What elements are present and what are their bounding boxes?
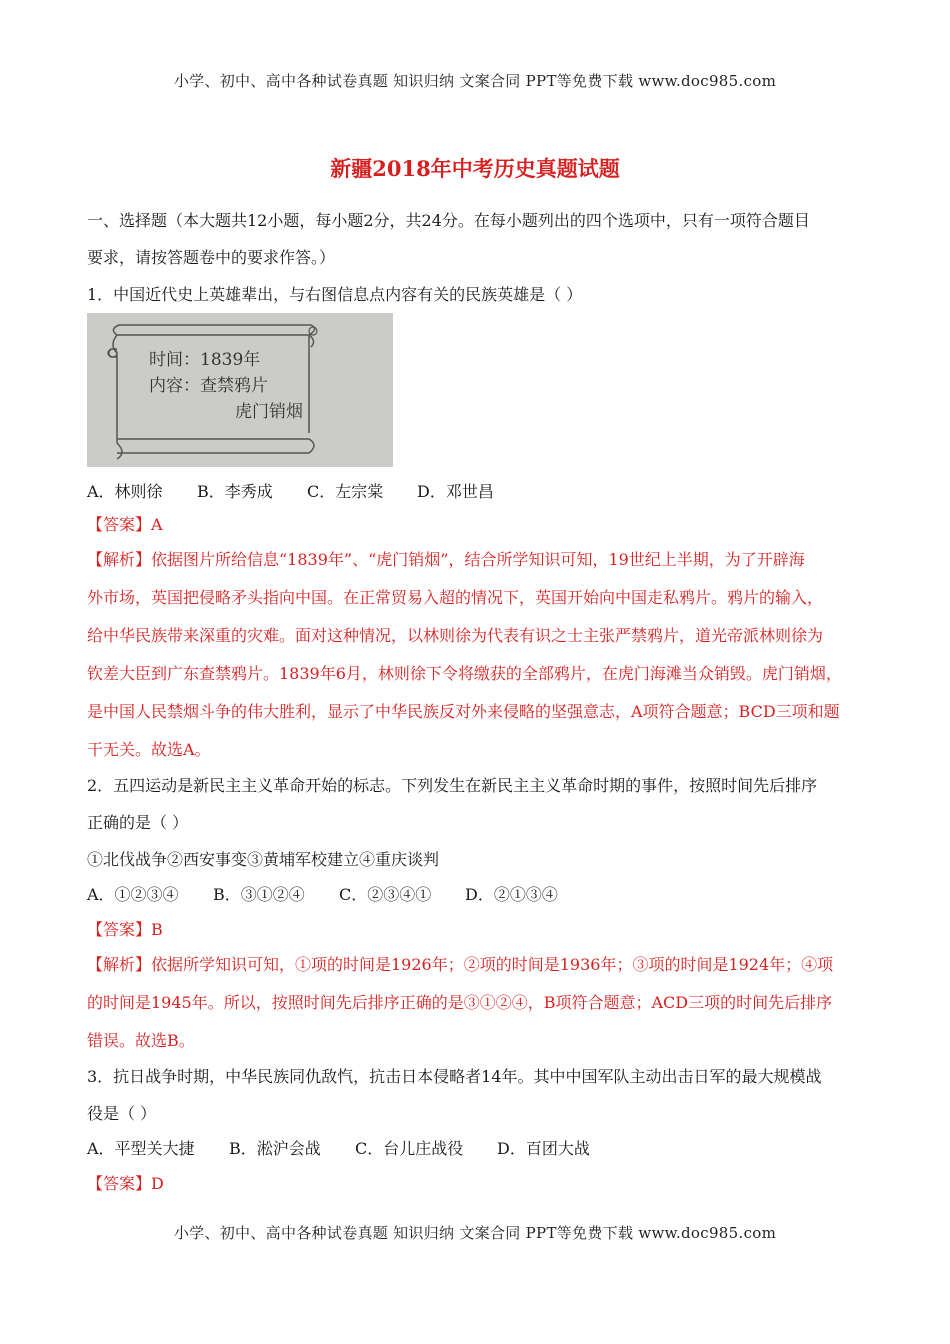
- q3-answer: 【答案】D: [87, 1174, 164, 1193]
- q1-stem: 1．中国近代史上英雄辈出，与右图信息点内容有关的民族英雄是（ ）: [87, 285, 583, 304]
- q1-analysis-line-2: 外市场，英国把侵略矛头指向中国。在正常贸易入超的情况下，英国开始向中国走私鸦片。鸦片的输入，: [87, 588, 824, 607]
- q1-option-b: B．李秀成: [197, 482, 273, 501]
- q2-analysis-line-1: 【解析】依据所学知识可知，①项的时间是1926年；②项的时间是1936年；③项的时间是1924年；④项: [87, 955, 834, 974]
- q1-option-d: D．邓世昌: [417, 482, 494, 501]
- q1-answer: 【答案】A: [87, 515, 163, 534]
- q3-stem-line-2: 役是（ ）: [87, 1104, 157, 1123]
- q1-analysis-line-6: 干无关。故选A。: [87, 740, 211, 759]
- q1-option-a: A．林则徐: [87, 482, 163, 501]
- section-instructions-line-1: 一、选择题（本大题共12小题，每小题2分，共24分。在每小题列出的四个选项中，只有一项符合题目: [87, 211, 810, 230]
- page-footer: 小学、初中、高中各种试卷真题 知识归纳 文案合同 PPT等免费下载 www.doc985.com: [173, 1224, 777, 1242]
- scroll-text-line-1: 时间：1839年: [149, 350, 261, 370]
- q1-analysis-line-4: 钦差大臣到广东查禁鸦片。1839年6月，林则徐下令将缴获的全部鸦片，在虎门海滩当众销毁。虎门销烟，: [87, 664, 842, 683]
- q1-analysis-line-3: 给中华民族带来深重的灾难。面对这种情况，以林则徐为代表有识之士主张严禁鸦片，道光帝派林则徐为: [87, 626, 824, 645]
- q3-option-a: A．平型关大捷: [87, 1139, 195, 1158]
- section-instructions-line-2: 要求，请按答题卷中的要求作答。）: [87, 248, 336, 267]
- q1-scroll-image: [87, 313, 393, 467]
- q2-analysis-line-2: 的时间是1945年。所以，按照时间先后排序正确的是③①②④，B项符合题意；ACD三项的时间先后排序: [87, 993, 833, 1012]
- scroll-drawing: [87, 313, 393, 467]
- page-header: 小学、初中、高中各种试卷真题 知识归纳 文案合同 PPT等免费下载 www.doc985.com: [173, 72, 777, 90]
- q3-option-d: D．百团大战: [497, 1139, 590, 1158]
- q1-option-c: C．左宗棠: [307, 482, 384, 501]
- page-title: 新疆2018年中考历史真题试题: [330, 156, 620, 181]
- q2-option-d: D．②①③④: [465, 885, 558, 904]
- q3-options: [87, 1139, 877, 1159]
- q2-option-a: A．①②③④: [87, 885, 179, 904]
- q3-option-c: C．台儿庄战役: [355, 1139, 464, 1158]
- q2-stem-line-2: 正确的是（ ）: [87, 813, 189, 832]
- q2-answer: 【答案】B: [87, 920, 163, 939]
- q1-analysis-line-5: 是中国人民禁烟斗争的伟大胜利，显示了中华民族反对外来侵略的坚强意志，A项符合题意；BCD三项和题: [87, 702, 840, 721]
- q2-option-b: B．③①②④: [213, 885, 305, 904]
- q1-options: [87, 482, 877, 502]
- scroll-text-line-2: 内容：查禁鸦片: [149, 376, 268, 396]
- scroll-text-line-3: 虎门销烟: [235, 402, 303, 422]
- q2-stem-line-1: 2．五四运动是新民主主义革命开始的标志。下列发生在新民主主义革命时期的事件，按照时间先后排序: [87, 776, 818, 795]
- q2-options: [87, 885, 877, 905]
- q3-option-b: B．淞沪会战: [229, 1139, 321, 1158]
- q3-stem-line-1: 3．抗日战争时期，中华民族同仇敌忾，抗击日本侵略者14年。其中中国军队主动出击日军的最大规模战: [87, 1067, 822, 1086]
- q1-analysis-line-1: 【解析】依据图片所给信息“1839年”、“虎门销烟”，结合所学知识可知，19世纪上半期，为了开辟海: [87, 550, 805, 569]
- q2-analysis-line-3: 错误。故选B。: [87, 1031, 195, 1050]
- q2-events: ①北伐战争②西安事变③黄埔军校建立④重庆谈判: [87, 850, 440, 869]
- q2-option-c: C．②③④①: [339, 885, 432, 904]
